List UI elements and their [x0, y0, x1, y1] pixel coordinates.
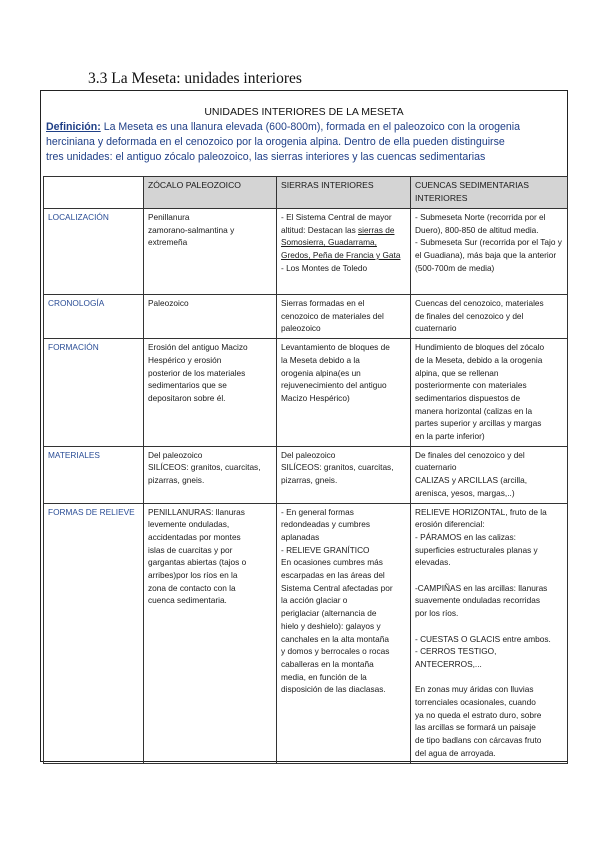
table-row [44, 503, 568, 763]
row-label: FORMACIÓN [44, 339, 144, 447]
row-label: FORMAS DE RELIEVE [44, 503, 144, 763]
table-row [44, 446, 568, 503]
sierras-names: sierras de Somosierra, Guadarrama, Gredos, Peña de Francia y Gata [281, 224, 401, 261]
cell-sierras: Sierras formadas en el cenozoico de materiales del paleozoico [277, 295, 411, 339]
definition-line: herciniana y deformada en el cenozoico por la orogenia alpina. Dentro de ella pueden distinguirse [46, 136, 505, 148]
cell-zocalo: Erosión del antiguo Macizo Hespérico y erosión posterior de los materiales sedimentarios que se depositaron sobre él. [144, 339, 277, 447]
cell-sierras: - En general formas redondeadas y cumbres aplanadas - RELIEVE GRANÍTICO En ocasiones cumbres más escarpadas en las áreas del Sistema Central afectadas por la acción glaciar o periglaciar (alternancia de hielo y deshielo): galayos y canchales en la alta montaña y domos y berrocales o rocas caballeras en la montaña media, en función de la disposición de las diaclasas. [277, 503, 411, 763]
header-cuencas: CUENCAS SEDIMENTARIAS INTERIORES [411, 177, 568, 209]
cell-cuencas: RELIEVE HORIZONTAL, fruto de la erosión diferencial: - PÁRAMOS en las calizas: superficies estructurales planas y elevadas. -CAMPIÑAS en las arcillas: llanuras suavemente onduladas recorridas por los ríos. - CUESTAS O GLACIS entre ambos. - CERROS TESTIGO, ANTECERROS,... En zonas muy áridas con lluvias torrenciales ocasionales, cuando ya no queda el estrato duro, sobre las arcillas se formará un paisaje de tipo badlans con cárcavas fruto del agua de arroyada. [411, 503, 568, 763]
table-row [44, 295, 568, 339]
table-row [44, 339, 568, 447]
row-label: MATERIALES [44, 446, 144, 503]
box-title: UNIDADES INTERIORES DE LA MESETA [204, 106, 404, 118]
row-label: CRONOLOGÍA [44, 295, 144, 339]
header-sierras: SIERRAS INTERIORES [277, 177, 411, 209]
definition [46, 120, 566, 165]
cell-sierras: Del paleozoico SILÍCEOS: granitos, cuarcitas, pizarras, gneis. [277, 446, 411, 503]
table-header-row [44, 177, 568, 209]
units-table [43, 176, 568, 764]
section-heading: 3.3 La Meseta: unidades interiores [88, 70, 302, 87]
definition-line: tres unidades: el antiguo zócalo paleozoico, las sierras interiores y las cuencas sedimentarias [46, 151, 486, 163]
row-label: LOCALIZACIÓN [44, 209, 144, 295]
cell-sierras: - El Sistema Central de mayor altitud: Destacan las sierras de Somosierra, Guadarrama, Gredos, Peña de Francia y Gata - Los Montes de Toledo [277, 209, 411, 295]
definition-label: Definición: [46, 121, 101, 133]
table-row [44, 209, 568, 295]
cell-zocalo: Del paleozoico SILÍCEOS: granitos, cuarcitas, pizarras, gneis. [144, 446, 277, 503]
cell-zocalo: PENILLANURAS: llanuras levemente onduladas, accidentadas por montes islas de cuarcitas y por gargantas abiertas (tajos o arribes)por los ríos en la zona de contacto con la cuenca sedimentaria. [144, 503, 277, 763]
cell-cuencas: Hundimiento de bloques del zócalo de la Meseta, debido a la orogenia alpina, que se rellenan posteriormente con materiales sedimentarios dispuestos de manera horizontal (calizas en la partes superior y arcillas y margas en la parte inferior) [411, 339, 568, 447]
definition-line: Definición: La Meseta es una llanura elevada (600-800m), formada en el paleozoico con la orogenia [46, 121, 521, 133]
cell-zocalo: Paleozoico [144, 295, 277, 339]
cell-sierras: Levantamiento de bloques de la Meseta debido a la orogenia alpina(es un rejuvenecimiento del antiguo Macizo Hespérico) [277, 339, 411, 447]
header-zocalo: ZÓCALO PALEOZOICO [144, 177, 277, 209]
cell-cuencas: Cuencas del cenozoico, materiales de finales del cenozoico y del cuaternario [411, 295, 568, 339]
cell-cuencas: - Submeseta Norte (recorrida por el Duero), 800-850 de altitud media. - Submeseta Sur (recorrida por el Tajo y el Guadiana), más baja que la anterior (500-700m de media) [411, 209, 568, 295]
header-blank [44, 177, 144, 209]
cell-zocalo: Penillanura zamorano-salmantina y extremeña [144, 209, 277, 295]
cell-cuencas: De finales del cenozoico y del cuaternario CALIZAS y ARCILLAS (arcilla, arenisca, yesos, margas,..) [411, 446, 568, 503]
